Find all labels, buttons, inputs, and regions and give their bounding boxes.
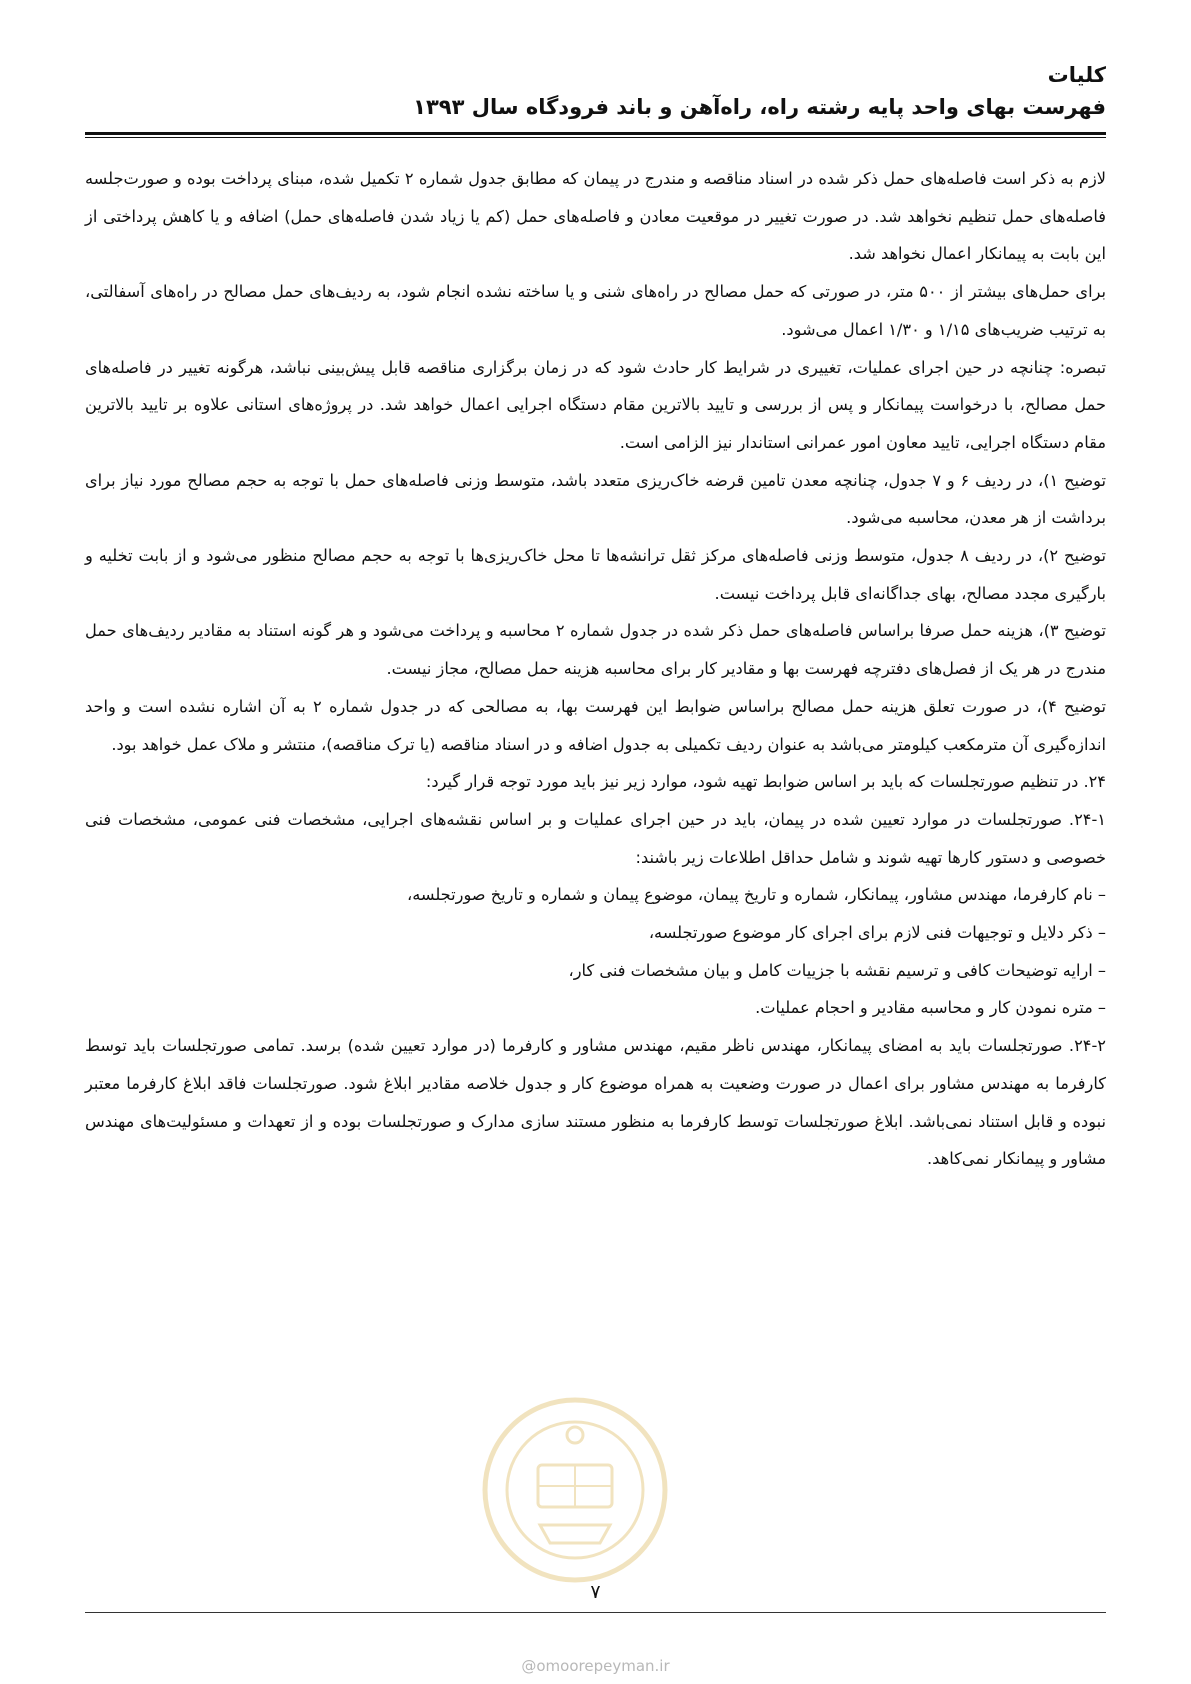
paragraph-section-24-1: ۲۴-۱. صورتجلسات در موارد تعیین شده در پیمان، باید در حین اجرای عملیات و بر اساس نقشه‌های اجرایی، مشخصات فنی عمومی، مشخصات فنی خصوصی و دستور کارها تهیه شوند و شامل حداقل اطلاعات زیر باشند:	[85, 809, 1106, 867]
site-watermark-text: @omoorepeyman.ir	[521, 1657, 670, 1675]
header-subtitle: فهرست بهای واحد پایه رشته راه، راه‌آهن و باند فرودگاه سال ۱۳۹۳	[413, 95, 1106, 119]
header-title: کلیات	[1047, 63, 1106, 87]
paragraph-haul-coefficients: برای حمل‌های بیشتر از ۵۰۰ متر، در صورتی که حمل مصالح در راه‌های شنی و یا ساخته نشده انجام شود، به ردیف‌های حمل مصالح در راه‌های آسفالتی، به ترتیب ضریب‌های ۱/۱۵ و ۱/۳۰ اعمال می‌شود.	[85, 282, 1107, 339]
list-item: – ارایه توضیحات کافی و ترسیم نقشه با جزییات کامل و بیان مشخصات فنی کار،	[568, 960, 1106, 980]
paragraph-explanation-4: توضیح ۴)، در صورت تعلق هزینه حمل مصالح براساس ضوابط این فهرست بها، به مصالحی که در جدول شماره ۲ به آن اشاره نشده است و واحد اندازه‌گیری آن مترمکعب کیلومتر می‌باشد به عنوان ردیف تکمیلی به جدول اضافه و در اسناد مناقصه (یا ترک مناقصه)، منتشر و ملاک عمل خواهد بود.	[85, 696, 1106, 754]
paragraph-section-24-2: ۲۴-۲. صورتجلسات باید به امضای پیمانکار، مهندس ناظر مقیم، مهندس مشاور و کارفرما (در موارد تعیین شده) برسد. تمامی صورتجلسات باید توسط کارفرما به مهندس مشاور برای اعمال در صورت وضعیت به همراه موضوع کار و جدول خلاصه مقادیر ابلاغ شود. صورتجلسات فاقد ابلاغ کارفرما معتبر نبوده و قابل استناد نمی‌باشد. ابلاغ صورتجلسات توسط کارفرما به منظور مستند سازی مدارک و صورتجلسات بوده و از تعهدات و مسئولیت‌های مهندس مشاور و پیمانکار نمی‌کاهد.	[85, 1036, 1106, 1169]
body-content	[85, 160, 1106, 1178]
paragraph-explanation-1: توضیح ۱)، در ردیف ۶ و ۷ جدول، چنانچه معدن تامین قرضه خاک‌ریزی متعدد باشد، متوسط وزنی فاصله‌های حمل با توجه به حجم مصالح مورد نیاز برای برداشت از هر معدن، محاسبه می‌شود.	[85, 470, 1107, 528]
list-item: – نام کارفرما، مهندس مشاور، پیمانکار، شماره و تاریخ پیمان، موضوع پیمان و شماره و تاریخ صورتجلسه،	[406, 885, 1106, 905]
list-item: – متره نمودن کار و محاسبه مقادیر و احجام عملیات.	[755, 998, 1106, 1018]
paragraph-haul-distances: لازم به ذکر است فاصله‌های حمل ذکر شده در اسناد مناقصه و مندرج در پیمان که مطابق جدول شماره ۲ تکمیل شده، مبنای پرداخت بوده و صورت‌جلسه فاصله‌های حمل تنظیم نخواهد شد. در صورت تغییر در موقعیت معادن و فاصله‌های حمل (کم یا زیاد شدن فاصله‌های حمل) اضافه و یا کاهش پرداختی از این بابت به پیمانکار اعمال نخواهد شد.	[85, 169, 1107, 264]
page-number: ۷	[590, 1581, 601, 1603]
page-header	[85, 60, 1106, 124]
paragraph-note: تبصره: چنانچه در حین اجرای عملیات، تغییری در شرایط کار حادث شود که در زمان برگزاری مناقصه قابل پیش‌بینی نباشد، هرگونه تغییر در فاصله‌های حمل مصالح، با درخواست پیمانکار و پس از بررسی و تایید بالاترین مقام دستگاه اجرایی اعمال خواهد شد. در پروژه‌های استانی علاوه بر تایید بالاترین مقام دستگاه اجرایی، تایید معاون امور عمرانی استاندار نیز الزامی است.	[85, 357, 1106, 452]
header-divider-thin	[85, 137, 1106, 138]
seal-watermark-icon	[480, 1395, 670, 1585]
paragraph-explanation-2: توضیح ۲)، در ردیف ۸ جدول، متوسط وزنی فاصله‌های مرکز ثقل ترانشه‌ها تا محل خاک‌ریزی‌ها با توجه به حجم مصالح منظور می‌شود و از بابت تخلیه و بارگیری مجدد مصالح، بهای جداگانه‌ای قابل پرداخت نیست.	[85, 546, 1106, 603]
paragraph-explanation-3: توضیح ۳)، هزینه حمل صرفا براساس فاصله‌های حمل ذکر شده در جدول شماره ۲ محاسبه و پرداخت می‌شود و هر گونه استناد به مقادیر ردیف‌های حمل مندرج در هر یک از فصل‌های دفترچه فهرست بها و مقادیر کار برای محاسبه هزینه حمل مصالح، مجاز نیست.	[85, 621, 1106, 679]
header-divider-thick	[85, 132, 1106, 135]
list-item: – ذکر دلایل و توجیهات فنی لازم برای اجرای کار موضوع صورتجلسه،	[648, 923, 1106, 943]
paragraph-section-24: ۲۴. در تنظیم صورتجلسات که باید بر اساس ضوابط تهیه شود، موارد زیر نیز باید مورد توجه قرار گیرد:	[425, 772, 1106, 792]
footer-divider	[85, 1612, 1106, 1613]
